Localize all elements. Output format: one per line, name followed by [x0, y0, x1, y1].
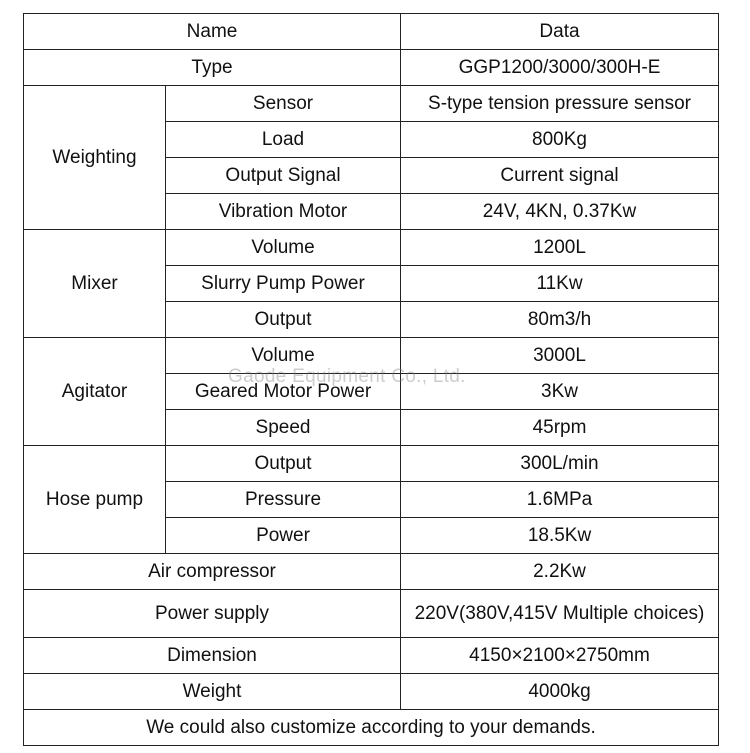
power-supply-value: 220V(380V,415V Multiple choices): [401, 590, 719, 638]
row-label: Volume: [166, 338, 401, 374]
row-value: 3Kw: [401, 374, 719, 410]
header-data: Data: [401, 14, 719, 50]
dimension-label: Dimension: [24, 638, 401, 674]
row-value: 1.6MPa: [401, 482, 719, 518]
dimension-value: 4150×2100×2750mm: [401, 638, 719, 674]
type-row: [24, 50, 719, 86]
table-row: [24, 638, 719, 674]
row-value: 300L/min: [401, 446, 719, 482]
air-compressor-label: Air compressor: [24, 554, 401, 590]
row-value: 18.5Kw: [401, 518, 719, 554]
footer-note: We could also customize according to your demands.: [24, 710, 719, 746]
row-value: 45rpm: [401, 410, 719, 446]
row-label: Output: [166, 302, 401, 338]
row-value: 24V, 4KN, 0.37Kw: [401, 194, 719, 230]
table-row: [24, 446, 719, 482]
row-value: Current signal: [401, 158, 719, 194]
type-value: GGP1200/3000/300H-E: [401, 50, 719, 86]
row-label: Speed: [166, 410, 401, 446]
row-label: Slurry Pump Power: [166, 266, 401, 302]
row-label: Vibration Motor: [166, 194, 401, 230]
row-label: Output: [166, 446, 401, 482]
group-label-mixer: Mixer: [24, 230, 166, 338]
group-label-weighting: Weighting: [24, 86, 166, 230]
watermark: Gaode Equipment Co., Ltd.: [228, 366, 466, 387]
power-supply-label: Power supply: [24, 590, 401, 638]
spec-table: [23, 13, 719, 746]
table-row: [24, 86, 719, 122]
table-row: [24, 230, 719, 266]
group-label-hose-pump: Hose pump: [24, 446, 166, 554]
weight-label: Weight: [24, 674, 401, 710]
row-label: Sensor: [166, 86, 401, 122]
row-value: 1200L: [401, 230, 719, 266]
table-row: [24, 554, 719, 590]
row-label: Geared Motor Power: [166, 374, 401, 410]
air-compressor-value: 2.2Kw: [401, 554, 719, 590]
row-label: Load: [166, 122, 401, 158]
type-label: Type: [24, 50, 401, 86]
row-label: Pressure: [166, 482, 401, 518]
group-label-agitator: Agitator: [24, 338, 166, 446]
header-row: [24, 14, 719, 50]
row-value: 3000L: [401, 338, 719, 374]
row-value: 80m3/h: [401, 302, 719, 338]
row-value: 800Kg: [401, 122, 719, 158]
row-label: Power: [166, 518, 401, 554]
row-label: Output Signal: [166, 158, 401, 194]
table-row: [24, 338, 719, 374]
row-value: 11Kw: [401, 266, 719, 302]
header-name: Name: [24, 14, 401, 50]
row-label: Volume: [166, 230, 401, 266]
table-row: [24, 590, 719, 638]
row-value: S-type tension pressure sensor: [401, 86, 719, 122]
weight-value: 4000kg: [401, 674, 719, 710]
footer-row: [24, 710, 719, 746]
table-row: [24, 674, 719, 710]
